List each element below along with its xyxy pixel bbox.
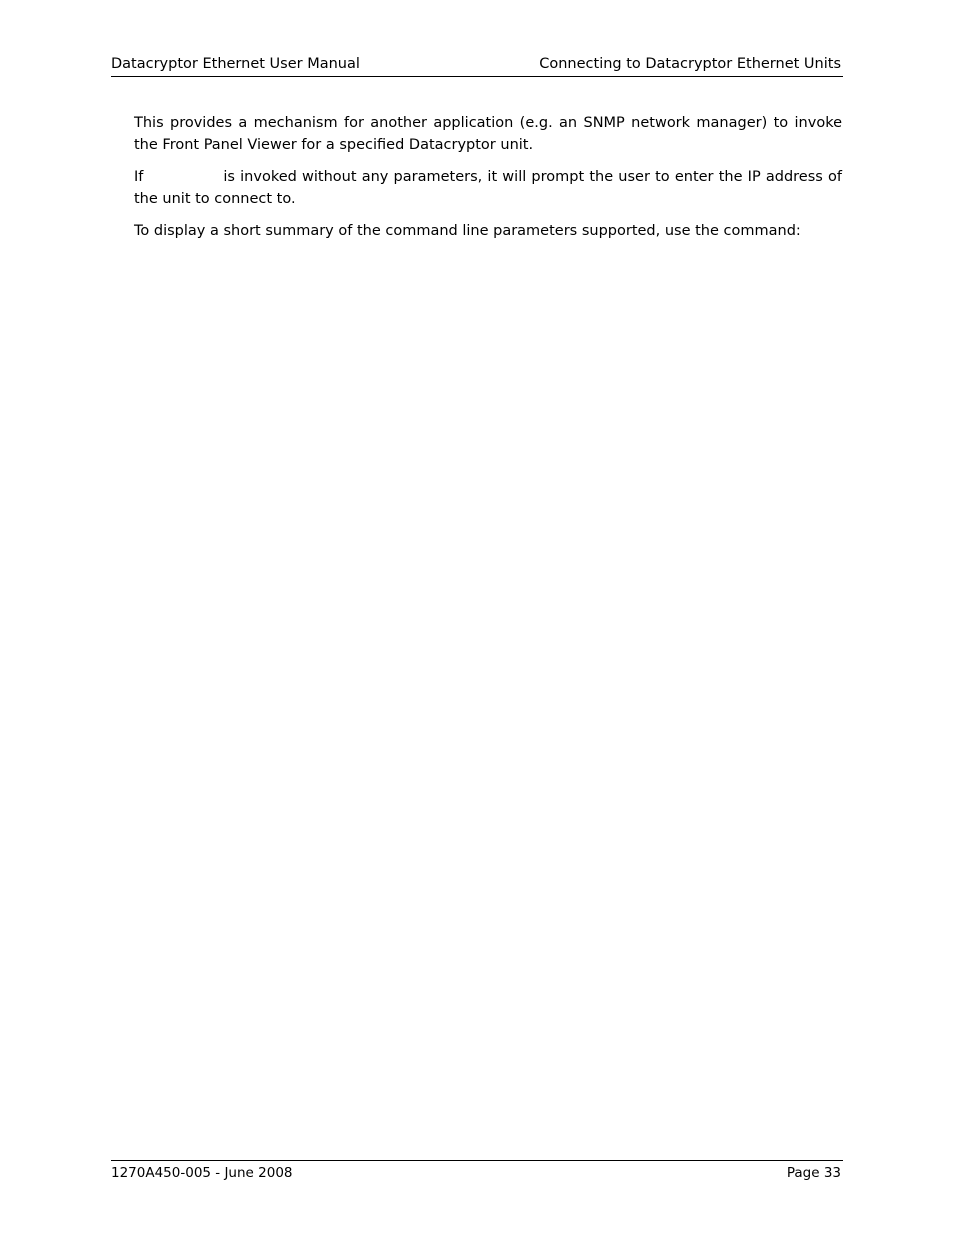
paragraph-invoked-start: If [134,169,144,185]
header-document-title: Datacryptor Ethernet User Manual [111,56,360,72]
header-section-title: Connecting to Datacryptor Ethernet Units [539,56,841,72]
paragraph-summary: To display a short summary of the command line parameters supported, use the command: [134,223,801,239]
paragraph-invoked [134,166,842,210]
paragraph-invoked-rest: is invoked without any parameters, it will prompt the user to enter the IP address of the unit to connect to. [134,169,842,207]
footer-page-number: Page 33 [786,1165,841,1181]
page-header [111,56,843,77]
page-body [134,112,842,252]
paragraph-mechanism: This provides a mechanism for another application (e.g. an SNMP network manager) to invoke the Front Panel Viewer for a specified Datacryptor unit. [134,115,842,153]
footer-document-id: 1270A450-005 - June 2008 [111,1165,293,1181]
page-footer [111,1160,843,1181]
